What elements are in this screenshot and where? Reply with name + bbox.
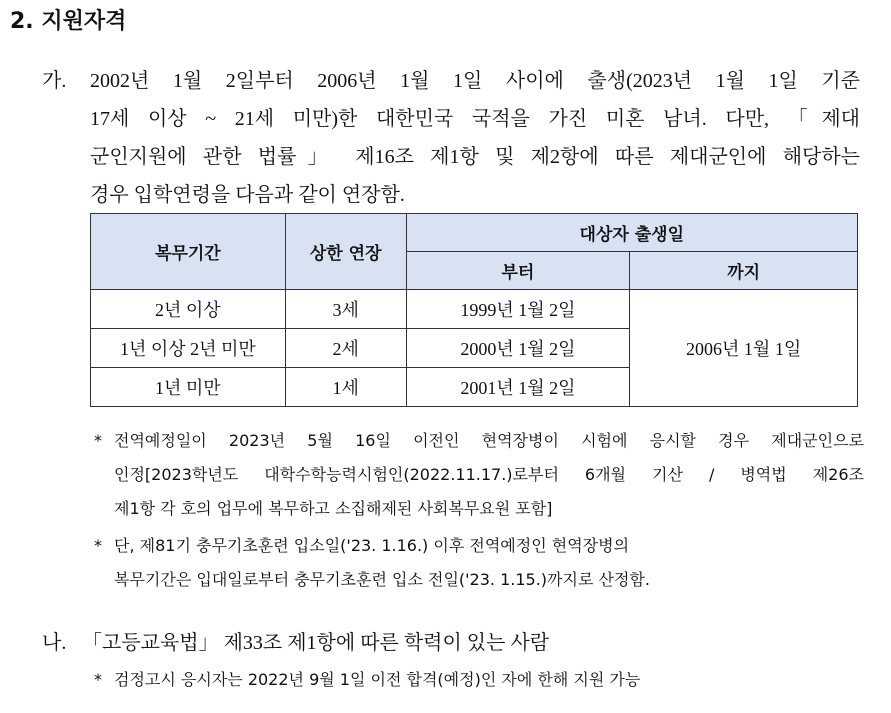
item-b-text: 「고등교육법」 제33조 제1항에 따른 학력이 있는 사람: [82, 632, 550, 654]
header-from: 부터: [406, 252, 630, 290]
item-b-marker: 나.: [42, 632, 67, 654]
item-a-line: 군인지원에 관한 법률」 제16조 제1항 및 제2항에 따른 제대군인에 해당하는: [90, 146, 860, 168]
eligibility-table: [90, 213, 858, 407]
cell-service-period: 1년 미만: [91, 368, 286, 407]
note-line: 복무기간은 입대일로부터 충무기초훈련 입소 전일('23. 1.15.)까지로 산정함.: [114, 570, 650, 589]
note-line: 전역예정일이 2023년 5월 16일 이전인 현역장병이 시험에 응시할 경우 제대군인으로: [114, 431, 864, 450]
table-row: [91, 290, 858, 329]
cell-from: 2001년 1월 2일: [406, 368, 630, 407]
cell-max-extension: 2세: [285, 329, 406, 368]
note-star: *: [94, 670, 102, 689]
cell-from: 2000년 1월 2일: [406, 329, 630, 368]
item-a-line: 17세 이상 ~ 21세 미만)한 대한민국 국적을 가진 미혼 남녀. 다만, 「제대: [90, 108, 860, 130]
cell-service-period: 2년 이상: [91, 290, 286, 329]
item-a-marker: 가.: [42, 70, 67, 92]
cell-service-period: 1년 이상 2년 미만: [91, 329, 286, 368]
item-a-line: 2002년 1월 2일부터 2006년 1월 1일 사이에 출생(2023년 1월 1일 기준: [90, 70, 860, 92]
header-service-period: 복무기간: [91, 214, 286, 290]
note-star: *: [94, 431, 102, 450]
cell-max-extension: 3세: [285, 290, 406, 329]
note-line: 검정고시 응시자는 2022년 9월 1일 이전 합격(예정)인 자에 한해 지원 가능: [114, 670, 641, 689]
item-a-line: 경우 입학연령을 다음과 같이 연장함.: [90, 184, 405, 206]
note-training-period: [94, 529, 864, 597]
header-max-extension: 상한 연장: [285, 214, 406, 290]
cell-from: 1999년 1월 2일: [406, 290, 630, 329]
note-line: 인정[2023학년도 대학수학능력시험인(2022.11.17.)로부터 6개월 기산 / 병역법 제26조: [114, 465, 864, 484]
note-line: 단, 제81기 충무기초훈련 입소일('23. 1.16.) 이후 전역예정인 현역장병의: [114, 536, 630, 555]
note-qualification-exam: [94, 663, 864, 697]
cell-max-extension: 1세: [285, 368, 406, 407]
header-to: 까지: [630, 252, 858, 290]
note-line: 제1항 각 호의 업무에 복무하고 소집해제된 사회복무요원 포함]: [114, 499, 553, 518]
item-a-paragraph: [90, 62, 860, 214]
note-star: *: [94, 536, 102, 555]
section-title: 2. 지원자격: [10, 9, 127, 34]
header-birth-date: 대상자 출생일: [406, 214, 857, 252]
cell-to: 2006년 1월 1일: [630, 290, 858, 407]
note-service-date: [94, 424, 864, 526]
